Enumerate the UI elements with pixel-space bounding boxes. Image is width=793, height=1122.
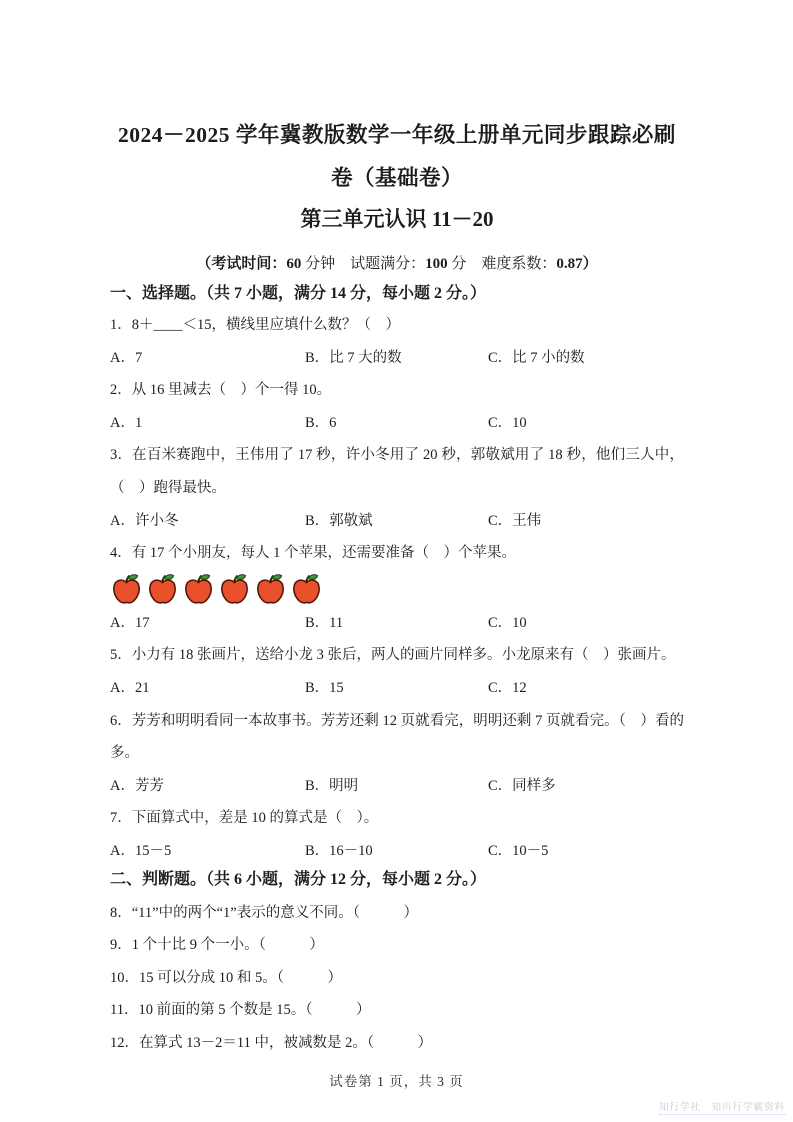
question-3-option-b: B．郭敬斌 [305, 512, 373, 529]
question-2-text: 2．从 16 里减去（ ）个一得 10。 [110, 382, 332, 399]
exam-meta-line [110, 249, 684, 279]
question-6-option-c: C．同样多 [488, 777, 556, 794]
question-1-option-c: C．比 7 小的数 [488, 349, 585, 366]
question-7-options [110, 835, 684, 868]
apples-illustration [110, 570, 684, 607]
full-score-value: 100 [425, 256, 448, 272]
question-7-option-b: B．16－10 [305, 842, 373, 859]
full-score-label: 试题满分： [350, 256, 426, 272]
question-8-text: 8．“11”中的两个“1”表示的意义不同。（ ） [110, 904, 418, 921]
question-4-option-a: A．17 [110, 614, 150, 631]
apple-icon [218, 572, 251, 605]
question-4-text: 4．有 17 个小朋友，每人 1 个苹果，还需要准备（ ）个苹果。 [110, 545, 516, 562]
question-2-option-a: A．1 [110, 414, 143, 431]
apple-icon [110, 572, 143, 605]
question-5-option-c: C．12 [488, 679, 527, 696]
paper-content [110, 0, 684, 1059]
question-12-text: 12．在算式 13－2＝11 中，被减数是 2。（ ） [110, 1034, 433, 1051]
apple-icon [290, 572, 323, 605]
section-choice-header: 一、选择题。（共 7 小题，满分 14 分，每小题 2 分。） [110, 285, 487, 302]
paper-title-line1: 2024－2025 学年冀教版数学一年级上册单元同步跟踪必刷 [118, 123, 676, 147]
question-11-text: 11．10 前面的第 5 个数是 15。（ ） [110, 1002, 371, 1019]
question-1-option-a: A．7 [110, 349, 143, 366]
unit-title: 第三单元认识 11－20 [300, 207, 494, 231]
question-6-option-b: B．明明 [305, 777, 359, 794]
question-7-text: 7．下面算式中，差是 10 的算式是（ ）。 [110, 810, 379, 827]
question-1-option-b: B．比 7 大的数 [305, 349, 402, 366]
watermark-text: 知行学社 知川行学霸资料 [659, 1099, 785, 1115]
meta-close-paren: ） [582, 256, 598, 272]
exam-time-label: （考试时间： [196, 256, 287, 272]
exam-time-unit: 分钟 [301, 256, 351, 272]
full-score-unit: 分 [447, 256, 482, 272]
question-5-option-b: B．15 [305, 679, 344, 696]
question-4-option-c: C．10 [488, 614, 527, 631]
question-3-options [110, 505, 684, 538]
question-3-option-a: A．许小冬 [110, 512, 179, 529]
apple-icon [182, 572, 215, 605]
question-5-options [110, 672, 684, 705]
paper-title-line2: 卷（基础卷） [330, 166, 463, 190]
question-7-option-c: C．10－5 [488, 842, 549, 859]
apple-icon [146, 572, 179, 605]
question-6-text: 6．芳芳和明明看同一本故事书。芳芳还剩 12 页就看完，明明还剩 7 页就看完。（ ）看的多。 [110, 712, 684, 762]
question-9-text: 9．1 个十比 9 个一小。（ ） [110, 937, 324, 954]
apple-icon [254, 572, 287, 605]
question-10-text: 10．15 可以分成 10 和 5。（ ） [110, 969, 342, 986]
question-1-options [110, 342, 684, 375]
question-6-option-a: A．芳芳 [110, 777, 164, 794]
difficulty-label: 难度系数： [481, 256, 557, 272]
question-1-text: 1．8＋____＜15，横线里应填什么数？（ ） [110, 317, 400, 333]
question-7-option-a: A．15－5 [110, 842, 172, 859]
question-3-text: 3．在百米赛跑中，王伟用了 17 秒，许小冬用了 20 秒，郭敬斌用了 18 秒，他们三人中，（ ）跑得最快。 [110, 447, 684, 496]
question-4-option-b: B．11 [305, 614, 344, 631]
question-3-option-c: C．王伟 [488, 512, 542, 529]
question-2-options [110, 407, 684, 440]
question-4-options [110, 607, 684, 640]
question-2-option-c: C．10 [488, 414, 527, 431]
question-5-option-a: A．21 [110, 679, 150, 696]
question-6-options [110, 770, 684, 803]
section-judge-header: 二、判断题。（共 6 小题，满分 12 分，每小题 2 分。） [110, 870, 487, 888]
exam-time-value: 60 [286, 256, 302, 272]
page-number-footer: 试卷第 1 页，共 3 页 [329, 1074, 464, 1089]
difficulty-value: 0.87 [556, 256, 583, 272]
question-5-text: 5．小力有 18 张画片，送给小龙 3 张后，两人的画片同样多。小龙原来有（ ）张画片。 [110, 647, 676, 664]
question-2-option-b: B．6 [305, 414, 337, 431]
